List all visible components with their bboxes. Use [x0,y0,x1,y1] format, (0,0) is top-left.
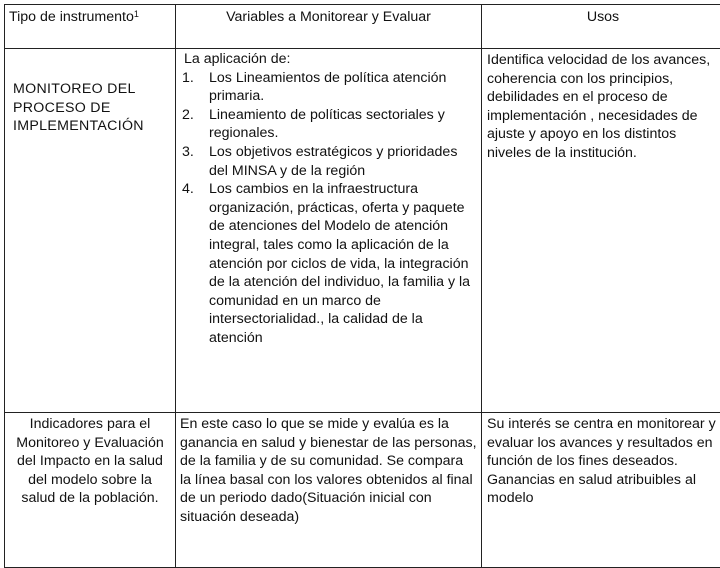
list-item-text: Los objetivos estratégicos y prioridades del MINSA y de la región [209,144,457,179]
instruments-table [4,4,720,568]
footnote-marker: 1 [134,9,139,19]
list-item-number: 4. [182,180,194,199]
header-variables: Variables a Monitorear y Evaluar [176,5,482,49]
row1-variables-cell [176,49,482,413]
header-tipo-label: Tipo de instrumento [9,9,134,25]
list-item-text: Los Lineamientos de política atención primaria. [209,70,446,105]
row2-usos-cell: Su interés se centra en monitorear y evaluar los avances y resultados en función de los fines deseados. Ganancias en salud atribuibles al modelo [482,413,720,568]
list-item [182,106,477,143]
table-header-row [5,5,720,49]
row2-tipo-cell: Indicadores para el Monitoreo y Evaluación del Impacto en la salud del modelo sobre la salud de la población. [5,413,176,568]
list-item-number: 1. [182,69,194,88]
row2-variables-cell: En este caso lo que se mide y evalúa es la ganancia en salud y bienestar de las personas, de la familia y de su comunidad. Se compara la línea basal con los valores obtenidos al final de un periodo dado(Situación inicial con situación deseada) [176,413,482,568]
table-row [5,413,720,568]
list-item-text: Los cambios en la infraestructura organización, prácticas, oferta y paquete de atenciones del Modelo de atención integral, tales como la aplicación de la atención por ciclos de vida, la integración de la atención del individuo, la familia y la comunidad en un marco de intersectorialidad., la calidad de la atención [209,181,470,346]
header-usos: Usos [482,5,720,49]
row1-usos-cell: Identifica velocidad de los avances, coherencia con los principios, debilidades en el proceso de implementación , necesidades de ajuste y apoyo en los distintos niveles de la institución. [482,49,720,413]
list-item [182,180,477,347]
list-item [182,69,477,106]
table-row [5,49,720,413]
list-item-number: 2. [182,106,194,125]
variables-list [182,69,477,348]
list-item-number: 3. [182,143,194,162]
list-item [182,143,477,180]
header-tipo-instrumento [5,5,176,49]
variables-intro: La aplicación de: [182,50,477,69]
row1-tipo-cell: MONITOREO DEL PROCESO DE IMPLEMENTACIÓN [5,49,176,413]
list-item-text: Lineamiento de políticas sectoriales y regionales. [209,107,445,142]
